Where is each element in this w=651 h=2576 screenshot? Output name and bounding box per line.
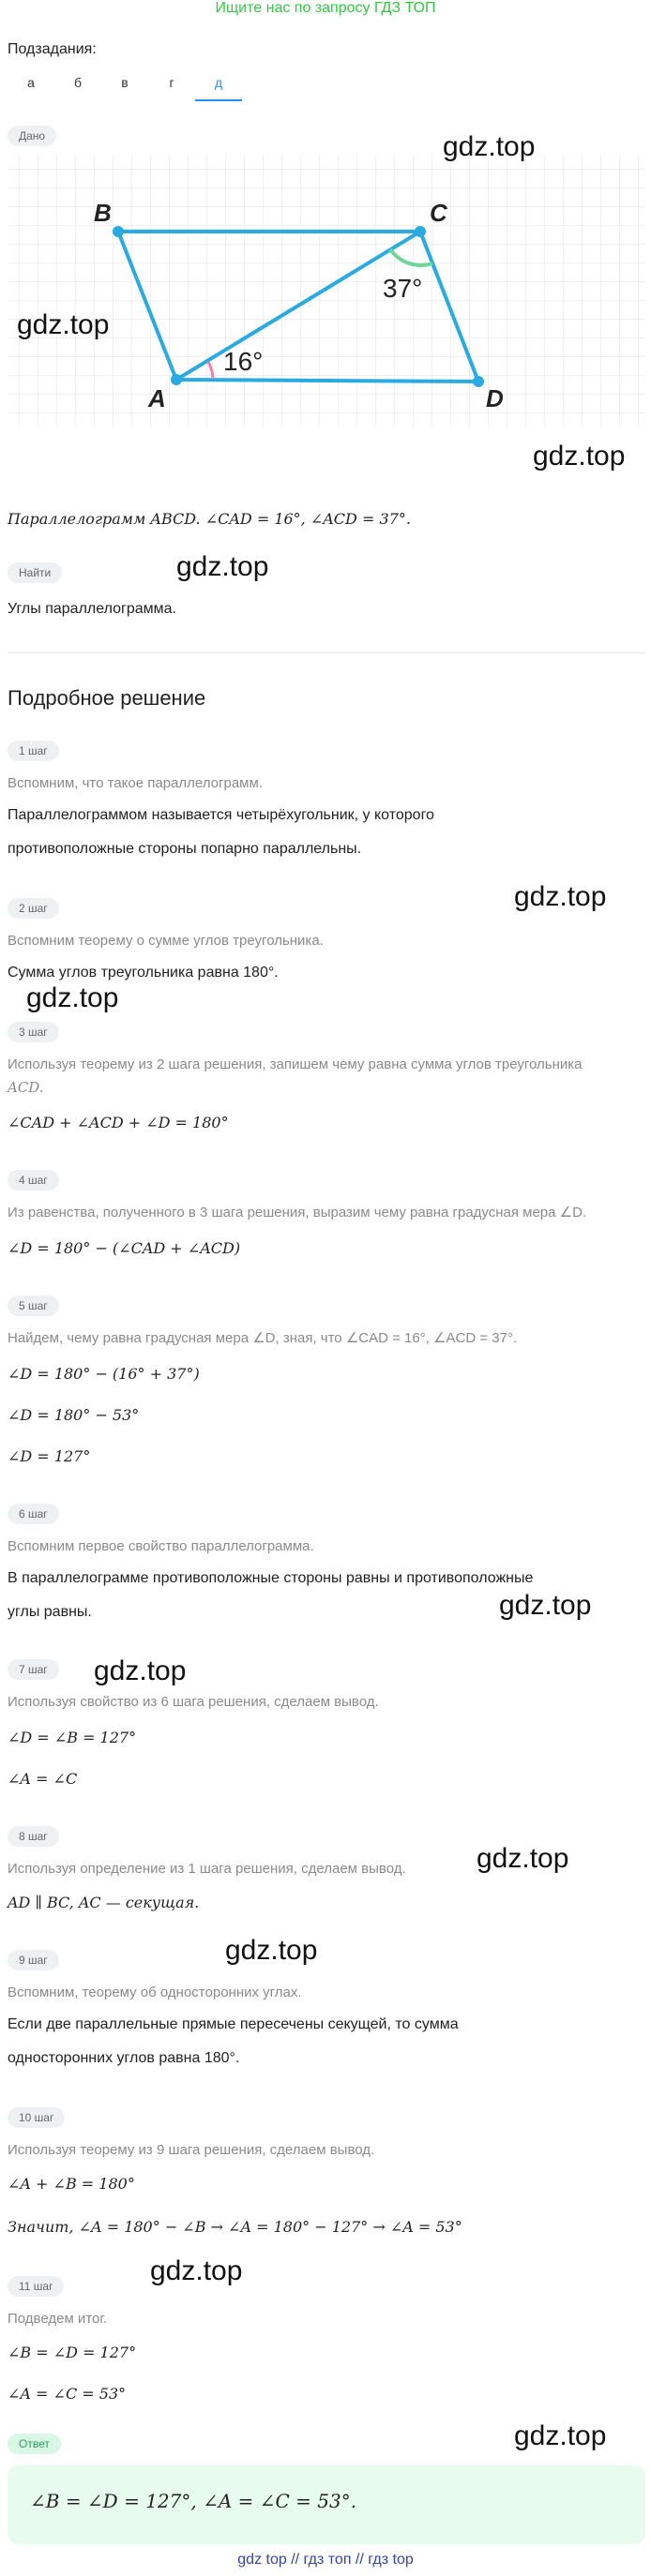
answer-badge: Ответ [8, 2434, 61, 2454]
tab-g[interactable]: г [169, 75, 174, 90]
answer-text: ∠B = ∠D = 127°, ∠A = ∠C = 53°. [30, 2490, 357, 2512]
tab-b[interactable]: б [73, 75, 83, 90]
step-badge: 9 шаг [8, 1950, 59, 1970]
step-line: Параллелограммом называется четырёхугольник, у которого [8, 807, 434, 823]
watermark: gdz.top [443, 131, 536, 162]
step-note: ACD. [8, 1079, 44, 1096]
step-badge: 2 шаг [8, 898, 59, 919]
point-b [113, 226, 124, 237]
step-line: ∠D = 180° − (∠CAD + ∠ACD) [8, 1239, 241, 1257]
watermark: gdz.top [477, 1843, 569, 1874]
step-note: Найдем, чему равна градусная мера ∠D, зная, что ∠CAD = 16°, ∠ACD = 37°. [8, 1330, 518, 1346]
watermark: gdz.top [499, 1590, 592, 1621]
watermark: gdz.top [17, 309, 110, 340]
step-line: ∠D = 180° − (16° + 37°) [8, 1365, 200, 1383]
step-line: Если две параллельные прямые пересечены секущей, то сумма [8, 2016, 459, 2032]
tab-v[interactable]: в [121, 75, 129, 90]
step-line: ∠A = ∠C [8, 1770, 78, 1788]
step-line: Сумма углов треугольника равна 180°. [8, 965, 279, 981]
watermark: gdz.top [94, 1655, 187, 1686]
footer-links[interactable]: gdz top // гдз топ // гдз top [237, 2552, 414, 2568]
step-note: Используя свойство из 6 шага решения, сделаем вывод. [8, 1694, 379, 1710]
label-angle-c: 37° [383, 274, 423, 303]
step-line: ∠A + ∠B = 180° [8, 2175, 135, 2193]
step-badge: 7 шаг [8, 1659, 59, 1680]
step-line: AD ∥ BC, AC — секущая. [8, 1894, 200, 1911]
step-line: ∠D = ∠B = 127° [8, 1729, 137, 1746]
step-note: Вспомним теорему о сумме углов треугольника. [8, 933, 324, 949]
step-line: односторонних углов равна 180°. [8, 2050, 240, 2066]
label-angle-a: 16° [223, 347, 264, 376]
watermark: gdz.top [225, 1935, 318, 1966]
find-badge: Найти [8, 562, 62, 583]
point-d [473, 376, 484, 387]
step-note: Из равенства, полученного в 3 шага решения, выразим чему равна градусная мера ∠D. [8, 1205, 587, 1221]
step-badge: 1 шаг [8, 741, 59, 761]
top-link[interactable]: Ищите нас по запросу ГДЗ ТОП [215, 0, 436, 16]
label-c: C [430, 199, 447, 227]
watermark: gdz.top [533, 441, 626, 472]
step-line: противоположные стороны попарно параллельны. [8, 841, 362, 857]
step-badge: 4 шаг [8, 1170, 59, 1191]
step-badge: 10 шаг [8, 2107, 65, 2128]
answer-box [8, 2465, 645, 2544]
step-line: ∠CAD + ∠ACD + ∠D = 180° [8, 1114, 229, 1131]
step-line: Значит, ∠A = 180° − ∠B → ∠A = 180° − 127° → ∠A = 53° [8, 2218, 462, 2236]
given-text: Параллелограмм ABCD. ∠CAD = 16°, ∠ACD = 37°. [8, 510, 411, 528]
watermark: gdz.top [150, 2255, 243, 2286]
step-badge: 6 шаг [8, 1504, 59, 1524]
step-badge: 8 шаг [8, 1826, 59, 1847]
label-b: B [94, 199, 112, 227]
watermark: gdz.top [514, 2420, 607, 2451]
step-note: Вспомним, что такое параллелограмм. [8, 775, 263, 791]
step-badge: 3 шаг [8, 1022, 59, 1042]
point-c [415, 226, 426, 237]
label-d: D [486, 384, 504, 412]
step-badge: 11 шаг [8, 2276, 64, 2297]
tab-a[interactable]: а [27, 75, 35, 90]
step-badge: 5 шаг [8, 1295, 59, 1316]
divider [8, 652, 645, 653]
watermark: gdz.top [514, 881, 607, 912]
step-line: В параллелограмме противоположные стороны равны и противоположные [8, 1570, 534, 1586]
step-line: ∠A = ∠C = 53° [8, 2385, 127, 2403]
step-line: ∠D = 127° [8, 1447, 91, 1465]
point-a [171, 374, 182, 385]
find-text: Углы параллелограмма. [8, 601, 176, 617]
step-line: углы равны. [8, 1604, 92, 1620]
tab-d[interactable]: д [195, 71, 242, 101]
solution-title: Подробное решение [8, 686, 206, 710]
step-note: Подведем итог. [8, 2311, 108, 2327]
watermark: gdz.top [176, 551, 269, 582]
step-note: Вспомним, теорему об односторонних углах. [8, 1984, 302, 2000]
step-line: ∠D = 180° − 53° [8, 1406, 140, 1424]
step-note: Вспомним первое свойство параллелограмма. [8, 1538, 314, 1554]
label-a: A [148, 384, 166, 412]
subtasks-label: Подзадания: [8, 41, 97, 57]
step-note: Используя определение из 1 шага решения, сделаем вывод. [8, 1861, 406, 1877]
given-badge: Дано [8, 126, 56, 146]
step-line: ∠B = ∠D = 127° [8, 2344, 137, 2361]
step-note: Используя теорему из 9 шага решения, сделаем вывод. [8, 2142, 375, 2158]
step-note: Используя теорему из 2 шага решения, запишем чему равна сумма углов треугольника [8, 1056, 583, 1072]
watermark: gdz.top [26, 982, 119, 1013]
